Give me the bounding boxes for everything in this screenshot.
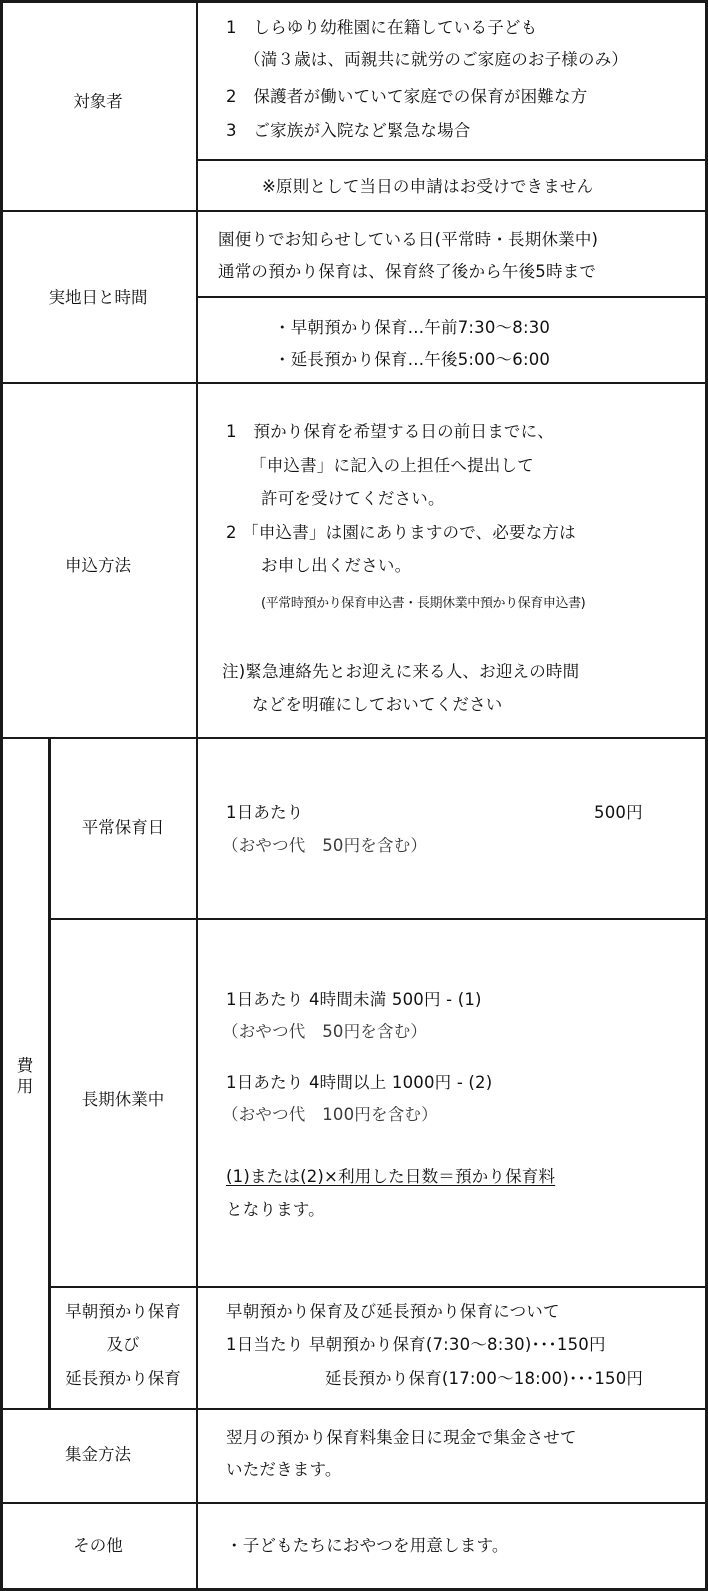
schedule-line-1: 園便りでお知らせしている日(平常時・長期休業中) (218, 230, 599, 249)
collection-line-1: 翌月の預かり保育料集金日に現金で集金させて (226, 1428, 577, 1447)
collection-label: 集金方法 (65, 1445, 131, 1464)
application-line-3: 許可を受けてください。 (261, 489, 445, 508)
eligibility-item-1: 1 しらゆり幼稚園に在籍している子ども (226, 18, 538, 37)
schedule-extended-time: ・延長預かり保育…午後5:00〜6:00 (274, 350, 551, 369)
fees-divider-2 (48, 1286, 708, 1288)
row-divider-4 (0, 1408, 708, 1410)
fees-long-break-label: 長期休業中 (81, 1090, 165, 1109)
application-line-2: 「申込書」に記入の上担任へ提出して (250, 456, 534, 475)
fees-label: 費用 (16, 1056, 34, 1096)
border-left (0, 0, 3, 1591)
application-label: 申込方法 (65, 556, 131, 575)
fees-regular-price: 500円 (594, 803, 643, 822)
schedule-times-divider (196, 296, 708, 298)
collection-line-2: いただきます。 (226, 1460, 342, 1479)
application-forms: (平常時預かり保育申込書・長期休業中預かり保育申込書) (261, 596, 586, 611)
fees-regular-per-day: 1日あたり (226, 803, 304, 822)
fees-long-break-formula: (1)または(2)×利用した日数＝預かり保育料 (226, 1167, 556, 1186)
fees-extended-label-1: 早朝預かり保育 (65, 1302, 181, 1321)
application-line-1: 1 預かり保育を希望する日の前日までに、 (226, 422, 554, 441)
schedule-line-2: 通常の預かり保育は、保育終了後から午後5時まで (218, 262, 597, 281)
row-divider-5 (0, 1502, 708, 1504)
eligibility-item-2: 2 保護者が働いていて家庭での保育が困難な方 (226, 87, 588, 106)
fees-long-break-result: となります。 (226, 1200, 325, 1219)
fees-extended-line-1: 1日当たり 早朝預かり保育(7:30〜8:30)･･･150円 (226, 1335, 606, 1354)
label-column-divider (196, 0, 198, 1591)
eligibility-item-3: 3 ご家族が入院など緊急な場合 (226, 121, 471, 140)
border-top (0, 0, 708, 3)
fees-extended-label-2: 及び (106, 1335, 140, 1354)
eligibility-label: 対象者 (73, 92, 123, 111)
schedule-label: 実地日と時間 (48, 288, 148, 307)
fees-long-break-line-1: 1日あたり 4時間未満 500円 - (1) (226, 990, 482, 1009)
schedule-early-time: ・早朝預かり保育…午前7:30〜8:30 (274, 318, 551, 337)
fees-regular-label: 平常保育日 (81, 818, 165, 837)
row-divider-2 (0, 382, 708, 384)
fees-regular-snack: （おやつ代 50円を含む） (222, 836, 428, 855)
application-line-5: お申し出ください。 (261, 556, 412, 575)
application-note-2: などを明確にしておいてください (252, 695, 503, 714)
border-right (705, 0, 708, 1591)
fees-long-break-snack-1: （おやつ代 50円を含む） (222, 1022, 428, 1041)
fees-extended-label-3: 延長預かり保育 (65, 1369, 181, 1388)
eligibility-item-1-note: （満３歳は、両親共に就労のご家庭のお子様のみ） (244, 50, 629, 69)
fees-extended-title: 早朝預かり保育及び延長預かり保育について (226, 1302, 560, 1321)
fees-divider-1 (48, 918, 708, 920)
other-label: その他 (73, 1536, 123, 1555)
fees-long-break-snack-2: （おやつ代 100円を含む） (222, 1105, 438, 1124)
eligibility-note: ※原則として当日の申請はお受けできません (262, 177, 594, 196)
application-line-4: 2 「申込書」は園にありますので、必要な方は (226, 523, 576, 542)
border-bottom (0, 1588, 708, 1591)
fees-extended-line-2: 延長預かり保育(17:00〜18:00)･･･150円 (325, 1369, 644, 1388)
fees-long-break-line-2: 1日あたり 4時間以上 1000円 - (2) (226, 1073, 493, 1092)
eligibility-note-divider (196, 159, 708, 161)
row-divider-1 (0, 210, 708, 212)
other-line: ・子どもたちにおやつを用意します。 (226, 1536, 509, 1555)
row-divider-3 (0, 737, 708, 739)
application-note-1: 注)緊急連絡先とお迎えに来る人、お迎えの時間 (222, 662, 580, 681)
